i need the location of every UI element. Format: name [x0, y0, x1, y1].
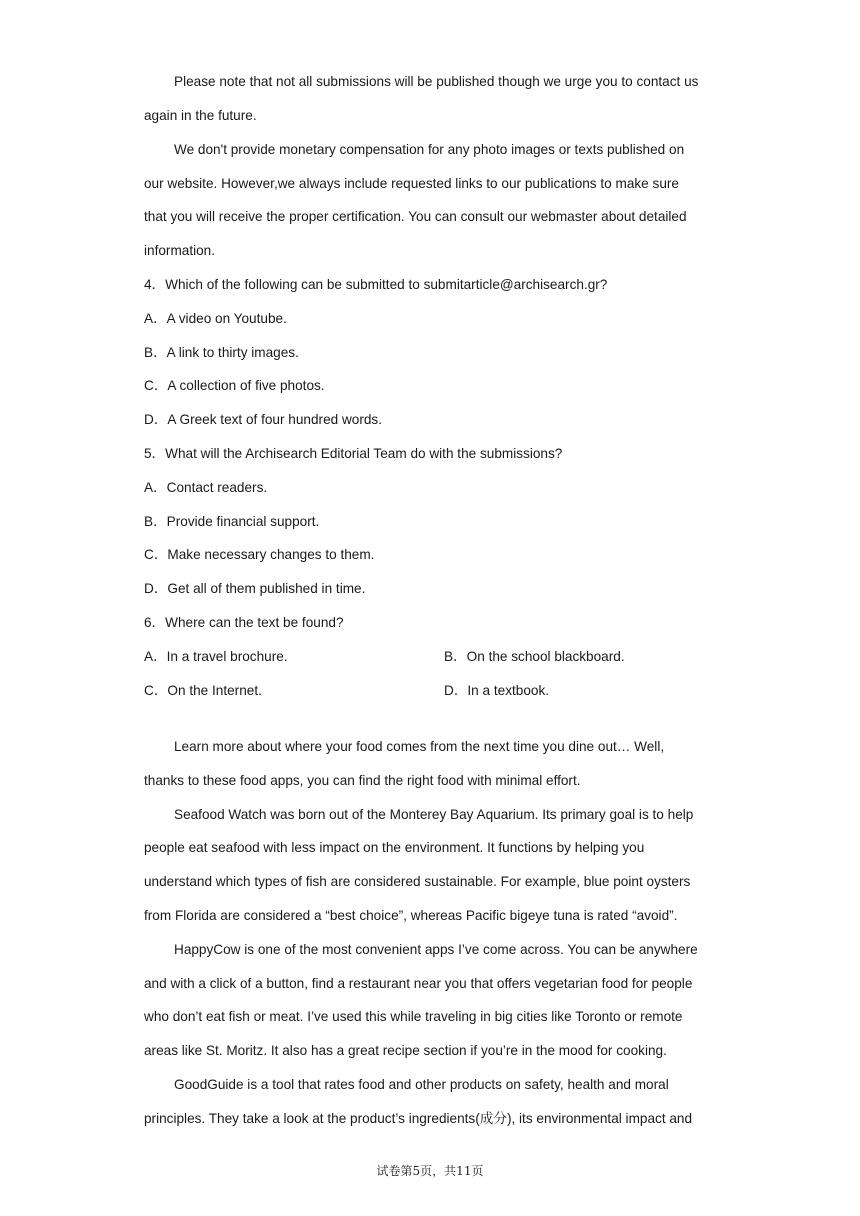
question-5-option-d: D．Get all of them published in time. [144, 581, 366, 596]
question-6-option-b: B．On the school blackboard. [444, 649, 625, 664]
passage2-p1-line1: Learn more about where your food comes from the next time you dine out… Well, [174, 739, 665, 754]
question-4-option-b: B．A link to thirty images. [144, 345, 299, 360]
passage2-p3-line3: who don’t eat fish or meat. I’ve used this while traveling in big cities like Toronto or remote [144, 1009, 683, 1024]
question-4-option-a: A．A video on Youtube. [144, 311, 287, 326]
question-5-option-a: A．Contact readers. [144, 480, 268, 495]
question-5-option-b: B．Provide financial support. [144, 514, 320, 529]
question-6-stem: 6．Where can the text be found? [144, 615, 344, 630]
question-4-stem: 4．Which of the following can be submitted to submitarticle@archisearch.gr? [144, 277, 608, 292]
passage2-p2-line1: Seafood Watch was born out of the Monterey Bay Aquarium. Its primary goal is to help [174, 807, 694, 822]
passage1-p2-line2: our website. However,we always include requested links to our publications to make sure [144, 176, 679, 191]
passage2-p4-line1: GoodGuide is a tool that rates food and other products on safety, health and moral [174, 1077, 669, 1092]
passage2-p1-line2: thanks to these food apps, you can find the right food with minimal effort. [144, 773, 581, 788]
passage2-p2-line2: people eat seafood with less impact on the environment. It functions by helping you [144, 840, 645, 855]
passage2-p3-line2: and with a click of a button, find a restaurant near you that offers vegetarian food for people [144, 976, 693, 991]
passage1-p2-line1: We don't provide monetary compensation for any photo images or texts published on [174, 142, 685, 157]
question-5-stem: 5．What will the Archisearch Editorial Team do with the submissions? [144, 446, 563, 461]
passage2-p2-line4: from Florida are considered a “best choice”, whereas Pacific bigeye tuna is rated “avoid”. [144, 908, 678, 923]
page-footer: 试卷第5页，共11页 [376, 1164, 484, 1178]
passage1-p1-line2: again in the future. [144, 108, 257, 123]
question-6-option-a: A．In a travel brochure. [144, 649, 288, 664]
passage1-p1-line1: Please note that not all submissions will be published though we urge you to contact us [174, 74, 699, 89]
passage2-p2-line3: understand which types of fish are considered sustainable. For example, blue point oysters [144, 874, 691, 889]
passage2-p3-line4: areas like St. Moritz. It also has a great recipe section if you’re in the mood for cooking. [144, 1043, 667, 1058]
passage2-p4-line2: principles. They take a look at the product’s ingredients(成分), its environmental impact and [144, 1111, 693, 1126]
passage1-p2-line4: information. [144, 243, 216, 258]
question-6-option-d: D．In a textbook. [444, 683, 550, 698]
passage1-p2-line3: that you will receive the proper certification. You can consult our webmaster about detailed [144, 209, 687, 224]
question-6-option-c: C．On the Internet. [144, 683, 262, 698]
question-5-option-c: C．Make necessary changes to them. [144, 547, 375, 562]
question-4-option-d: D．A Greek text of four hundred words. [144, 412, 383, 427]
question-4-option-c: C．A collection of five photos. [144, 378, 325, 393]
passage2-p3-line1: HappyCow is one of the most convenient apps I’ve come across. You can be anywhere [174, 942, 698, 957]
